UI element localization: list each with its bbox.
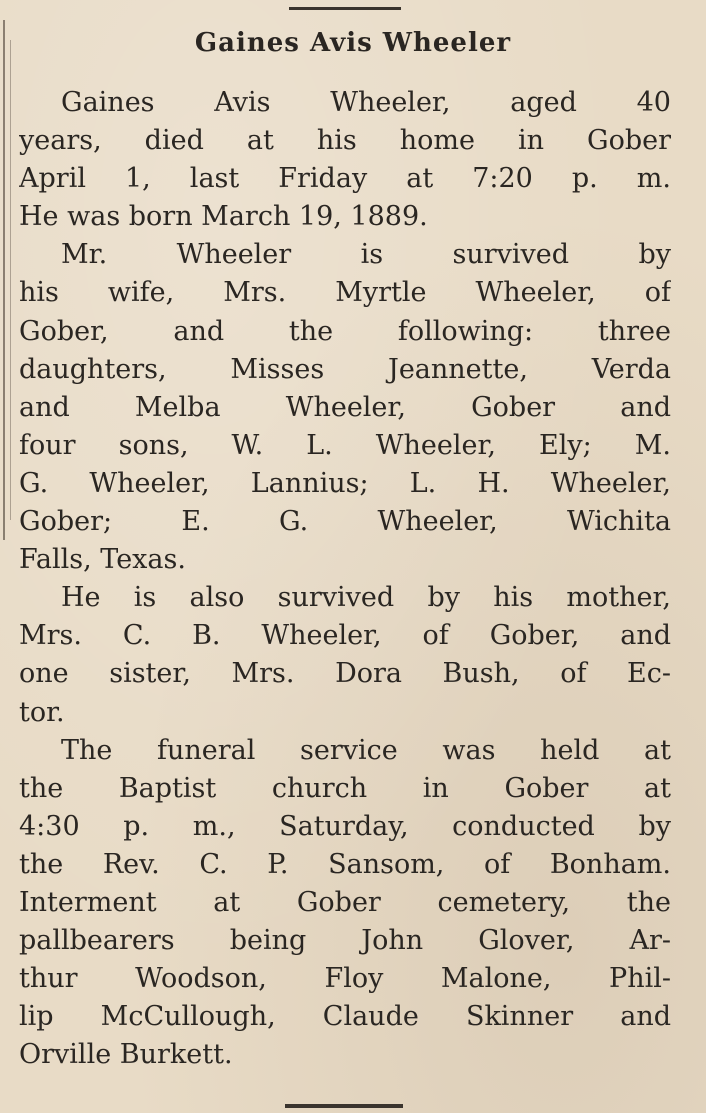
body-line: Orville Burkett.: [19, 1039, 233, 1071]
body-line: He was born March 19, 1889.: [19, 201, 428, 233]
body-line: four sons, W. L. Wheeler, Ely; M.: [19, 429, 671, 461]
body-line: tor.: [19, 696, 65, 728]
body-line: Mrs. C. B. Wheeler, of Gober, and: [19, 620, 671, 652]
body-line: lip McCullough, Claude Skinner and: [19, 1001, 671, 1033]
obituary-body: [19, 84, 671, 1074]
body-line: He is also survived by his mother,: [61, 582, 671, 614]
body-line: Gaines Avis Wheeler, aged 40: [61, 87, 671, 118]
body-line: his wife, Mrs. Myrtle Wheeler, of: [19, 277, 671, 309]
body-line: the Rev. C. P. Sansom, of Bonham.: [19, 848, 671, 880]
column-rule-left: [3, 20, 5, 540]
top-separator-rule: [289, 7, 401, 10]
body-line: pallbearers being John Glover, Ar-: [19, 925, 671, 957]
body-line: Mr. Wheeler is survived by: [61, 239, 671, 271]
body-line: Falls, Texas.: [19, 544, 186, 576]
body-line: the Baptist church in Gober at: [19, 772, 671, 804]
body-line: and Melba Wheeler, Gober and: [19, 391, 671, 423]
body-line: years, died at his home in Gober: [19, 125, 671, 157]
body-line: daughters, Misses Jeannette, Verda: [19, 353, 671, 385]
body-line: Gober; E. G. Wheeler, Wichita: [19, 506, 671, 538]
body-line: Interment at Gober cemetery, the: [19, 886, 671, 918]
column-rule-left-inner: [10, 40, 11, 520]
obituary-headline: Gaines Avis Wheeler: [194, 28, 512, 58]
body-line: one sister, Mrs. Dora Bush, of Ec-: [19, 658, 671, 690]
body-line: The funeral service was held at: [61, 734, 671, 766]
body-line: G. Wheeler, Lannius; L. H. Wheeler,: [19, 467, 671, 499]
bottom-separator-rule: [285, 1104, 403, 1108]
body-line: April 1, last Friday at 7:20 p. m.: [19, 163, 671, 195]
body-line: 4:30 p. m., Saturday, conducted by: [19, 810, 671, 842]
body-line: Gober, and the following: three: [19, 315, 671, 347]
body-line: thur Woodson, Floy Malone, Phil-: [19, 963, 671, 995]
